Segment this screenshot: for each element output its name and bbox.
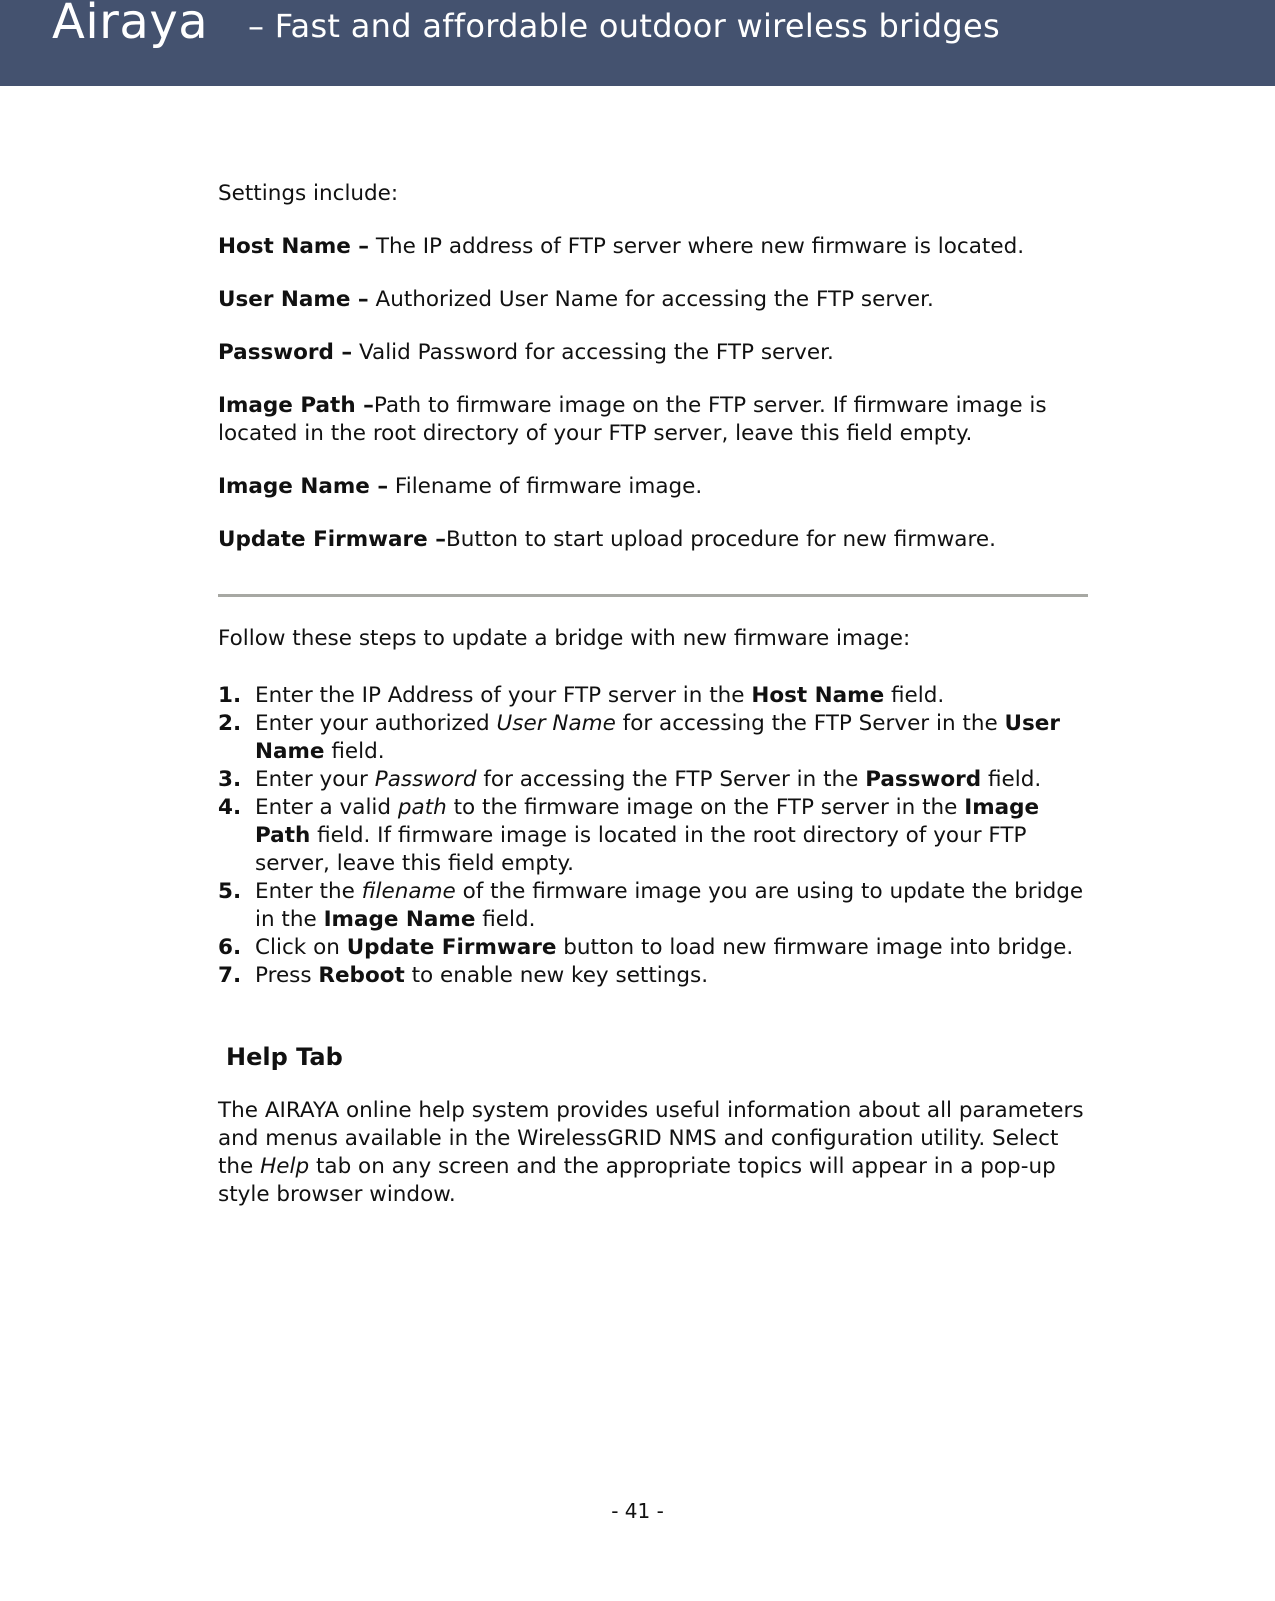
step-number: 5.	[218, 879, 242, 904]
step-item: 6. Click on Update Firmware button to load new firmware image into bridge.	[218, 935, 1074, 960]
step-number: 2.	[218, 711, 242, 736]
setting-desc: The IP address of FTP server where new firmware is located.	[369, 234, 1025, 259]
page-number: - 41 -	[611, 1499, 664, 1523]
step-number: 4.	[218, 795, 242, 820]
step-number: 3.	[218, 767, 242, 792]
section-divider	[218, 594, 1088, 597]
setting-term: User Name –	[218, 287, 369, 312]
page-content	[218, 180, 1088, 1234]
setting-image-name	[218, 473, 1088, 501]
setting-desc: Button to start upload procedure for new firmware.	[445, 527, 996, 552]
steps-list	[218, 682, 1088, 990]
settings-intro: Settings include:	[218, 181, 399, 206]
steps-intro: Follow these steps to update a bridge with new firmware image:	[218, 626, 911, 651]
setting-desc: Valid Password for accessing the FTP server.	[352, 340, 834, 365]
setting-user-name	[218, 286, 1088, 314]
setting-image-path	[218, 392, 1088, 448]
step-item: 4. Enter a valid path to the firmware image on the FTP server in the Image Path field. If firmware image is located in the root directory of your FTP server, leave this field empty.	[218, 795, 1040, 876]
setting-term: Host Name –	[218, 234, 370, 259]
setting-term: Password –	[218, 340, 353, 365]
step-number: 6.	[218, 935, 242, 960]
help-paragraph: The AIRAYA online help system provides useful information about all parameters and menus available in the WirelessGRID NMS and configuration utility. Select the Help tab on any screen and the appropriate topics will appear in a pop-up style browser window.	[218, 1098, 1084, 1207]
setting-term: Update Firmware –	[218, 527, 446, 552]
step-item: 1. Enter the IP Address of your FTP server in the Host Name field.	[218, 683, 945, 708]
setting-term: Image Path –	[218, 393, 374, 418]
header-tagline: – Fast and affordable outdoor wireless bridges	[248, 7, 1000, 45]
step-item: 2. Enter your authorized User Name for accessing the FTP Server in the User Name field.	[218, 711, 1060, 764]
header-banner	[0, 0, 1275, 86]
setting-desc: Path to firmware image on the FTP server. If firmware image is located in the root directory of your FTP server, leave this field empty.	[218, 393, 1047, 446]
step-item: 5. Enter the filename of the firmware image you are using to update the bridge in the Image Name field.	[218, 879, 1084, 932]
setting-host-name	[218, 233, 1088, 261]
step-number: 7.	[218, 963, 242, 988]
brand-name: Airaya	[52, 0, 209, 50]
help-tab-heading: Help Tab	[226, 1043, 343, 1071]
setting-desc: Filename of firmware image.	[388, 474, 703, 499]
setting-desc: Authorized User Name for accessing the FTP server.	[368, 287, 934, 312]
step-item: 7. Press Reboot to enable new key settings.	[218, 963, 709, 988]
setting-password	[218, 339, 1088, 367]
setting-update-firmware	[218, 526, 1088, 554]
step-item: 3. Enter your Password for accessing the FTP Server in the Password field.	[218, 767, 1042, 792]
setting-term: Image Name –	[218, 474, 389, 499]
step-number: 1.	[218, 683, 242, 708]
